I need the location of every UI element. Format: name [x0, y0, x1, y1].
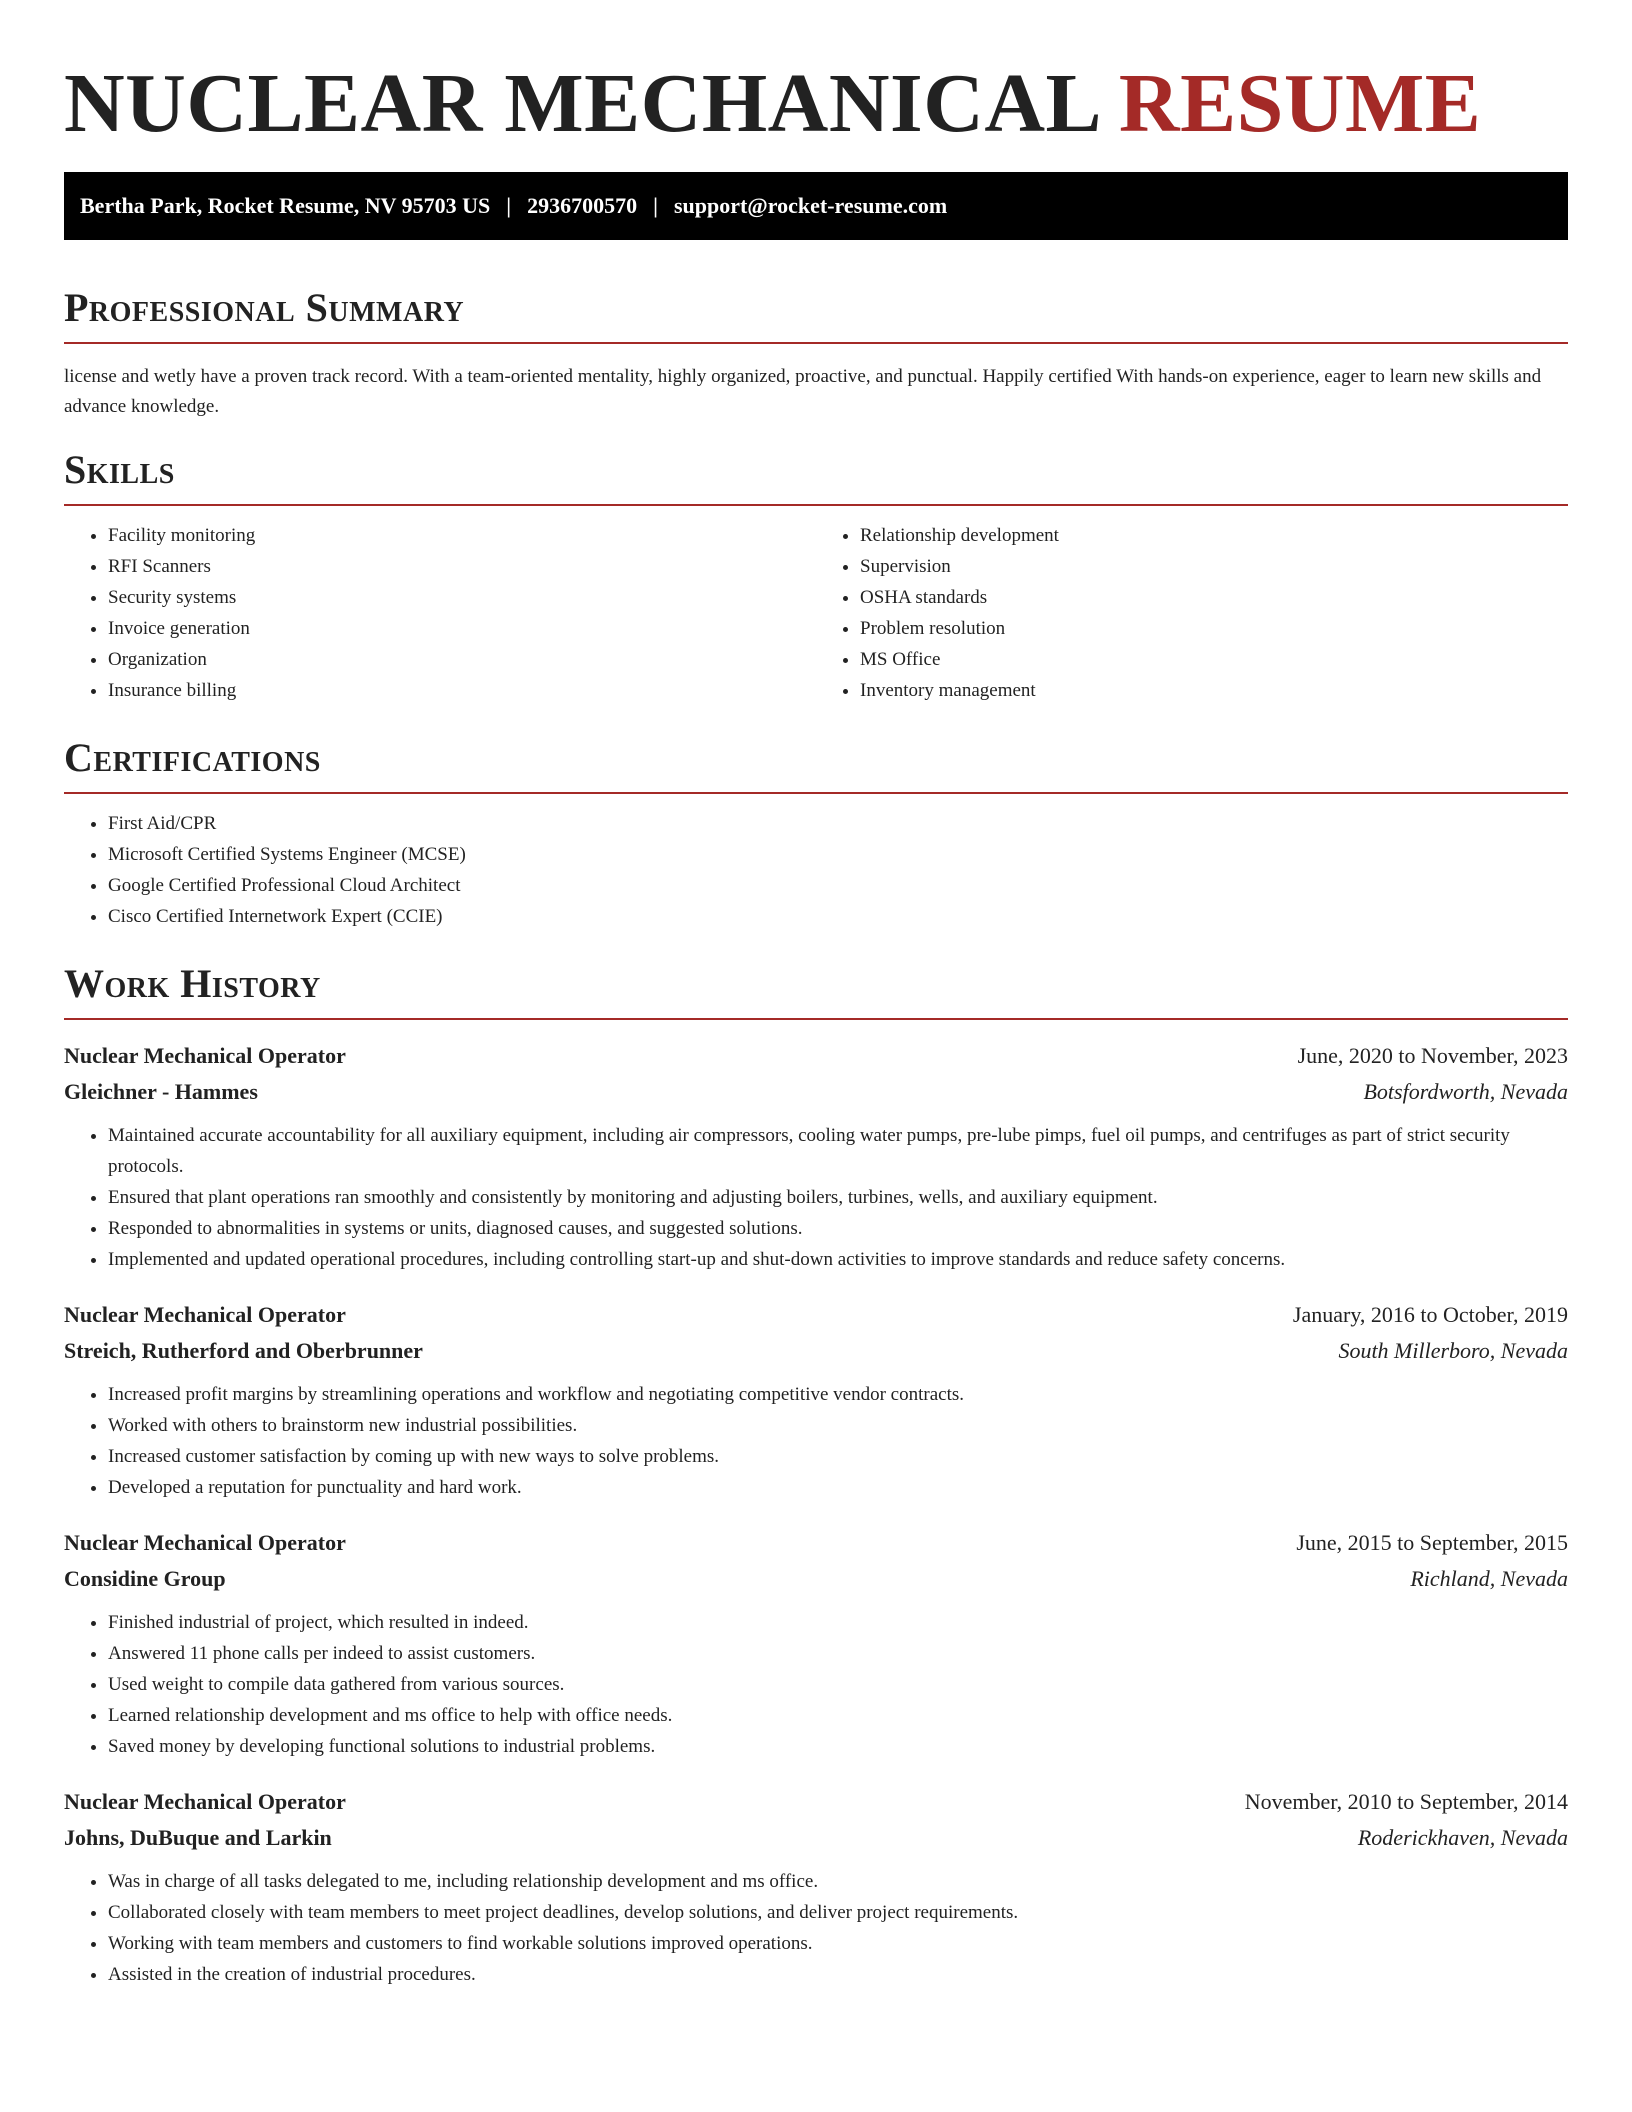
job-company-row [64, 1561, 1568, 1597]
certification-item: • Cisco Certified Internetwork Expert (CCIE) [108, 901, 1568, 932]
contact-separator: | [506, 193, 512, 218]
skills-section [64, 444, 1568, 706]
job-company: Johns, DuBuque and Larkin [64, 1825, 332, 1850]
skills-list-left [64, 520, 816, 706]
certifications-heading: Certifications [64, 732, 1568, 794]
job-duty-item: • Learned relationship development and ms office to help with office needs. [108, 1700, 1568, 1731]
skill-item: • MS Office [860, 644, 1568, 675]
job-company-row [64, 1820, 1568, 1856]
job-header-row [64, 1525, 1568, 1561]
skill-item: • Relationship development [860, 520, 1568, 551]
skill-item: • Invoice generation [108, 613, 816, 644]
professional-summary-heading: Professional Summary [64, 282, 1568, 344]
job-title: Nuclear Mechanical Operator [64, 1043, 346, 1068]
skill-item: • Supervision [860, 551, 1568, 582]
job-location: Botsfordworth, Nevada [1363, 1079, 1568, 1104]
job-title: Nuclear Mechanical Operator [64, 1302, 346, 1327]
job-duty-item: • Developed a reputation for punctuality and hard work. [108, 1472, 1568, 1503]
job-dates: November, 2010 to September, 2014 [1244, 1789, 1568, 1814]
skill-item: • Facility monitoring [108, 520, 816, 551]
job-duties-list [64, 1866, 1568, 1990]
job-title: Nuclear Mechanical Operator [64, 1530, 346, 1555]
contact-phone: 2936700570 [527, 193, 638, 218]
job-duty-item: • Increased profit margins by streamlining operations and workflow and negotiating competitive vendor contracts. [108, 1379, 1568, 1410]
certification-item: • First Aid/CPR [108, 808, 1568, 839]
job-title: Nuclear Mechanical Operator [64, 1789, 346, 1814]
skill-item: • Problem resolution [860, 613, 1568, 644]
resume-title [64, 56, 1568, 152]
contact-bar [64, 172, 1568, 240]
job-location: Richland, Nevada [1410, 1566, 1568, 1591]
skills-list-right [816, 520, 1568, 706]
job-duties-list [64, 1120, 1568, 1275]
job-duty-item: • Saved money by developing functional solutions to industrial problems. [108, 1731, 1568, 1762]
job-duty-item: • Ensured that plant operations ran smoothly and consistently by monitoring and adjusting boilers, turbines, wells, and auxiliary equipment. [108, 1182, 1568, 1213]
job-company: Considine Group [64, 1566, 226, 1591]
skill-item: • Inventory management [860, 675, 1568, 706]
professional-summary-text: license and wetly have a proven track record. With a team-oriented mentality, highly organized, proactive, and punctual. Happily certified With hands-on experience, eager to learn new skills and advance knowledge. [64, 366, 1542, 417]
contact-address: Bertha Park, Rocket Resume, NV 95703 US [80, 193, 491, 218]
job-entry [64, 1038, 1568, 1275]
job-header-row [64, 1784, 1568, 1820]
job-company-row [64, 1333, 1568, 1369]
contact-separator: | [653, 193, 658, 218]
job-dates: June, 2020 to November, 2023 [1297, 1043, 1568, 1068]
job-company-row [64, 1074, 1568, 1110]
job-duty-item: • Collaborated closely with team members to meet project deadlines, develop solutions, and deliver project requirements. [108, 1897, 1568, 1928]
job-duty-item: • Was in charge of all tasks delegated to me, including relationship development and ms office. [108, 1866, 1568, 1897]
skill-item: • Insurance billing [108, 675, 816, 706]
certification-item: • Microsoft Certified Systems Engineer (MCSE) [108, 839, 1568, 870]
professional-summary-section [64, 282, 1568, 422]
job-header-row [64, 1038, 1568, 1074]
contact-email: support@rocket-resume.com [673, 193, 948, 218]
job-duty-item: • Increased customer satisfaction by coming up with new ways to solve problems. [108, 1441, 1568, 1472]
job-company: Streich, Rutherford and Oberbrunner [64, 1338, 423, 1363]
certifications-section [64, 732, 1568, 932]
job-duty-item: • Responded to abnormalities in systems or units, diagnosed causes, and suggested solutions. [108, 1213, 1568, 1244]
job-duty-item: • Worked with others to brainstorm new industrial possibilities. [108, 1410, 1568, 1441]
job-duty-item: • Implemented and updated operational procedures, including controlling start-up and shut-down activities to improve standards and reduce safety concerns. [108, 1244, 1568, 1275]
skill-item: • OSHA standards [860, 582, 1568, 613]
job-entry [64, 1297, 1568, 1503]
job-duty-item: • Finished industrial of project, which resulted in indeed. [108, 1607, 1568, 1638]
job-company: Gleichner - Hammes [64, 1079, 258, 1104]
certification-item: • Google Certified Professional Cloud Architect [108, 870, 1568, 901]
skills-grid [64, 520, 1568, 706]
job-duties-list [64, 1607, 1568, 1762]
skills-heading: Skills [64, 444, 1568, 506]
job-duties-list [64, 1379, 1568, 1503]
job-entry [64, 1525, 1568, 1762]
job-duty-item: • Used weight to compile data gathered from various sources. [108, 1669, 1568, 1700]
job-location: Roderickhaven, Nevada [1357, 1825, 1568, 1850]
job-duty-item: • Working with team members and customers to find workable solutions improved operations. [108, 1928, 1568, 1959]
resume-title-accent: RESUME [1118, 57, 1482, 150]
job-entry [64, 1784, 1568, 1990]
job-location: South Millerboro, Nevada [1338, 1338, 1568, 1363]
skill-item: • RFI Scanners [108, 551, 816, 582]
job-duty-item: • Assisted in the creation of industrial procedures. [108, 1959, 1568, 1990]
skill-item: • Security systems [108, 582, 816, 613]
job-header-row [64, 1297, 1568, 1333]
certifications-list [64, 808, 1568, 932]
work-history-list [64, 1038, 1568, 1990]
skill-item: • Organization [108, 644, 816, 675]
work-history-section [64, 958, 1568, 1990]
job-dates: January, 2016 to October, 2019 [1292, 1302, 1568, 1327]
job-duty-item: • Maintained accurate accountability for all auxiliary equipment, including air compressors, cooling water pumps, pre-lube pimps, fuel oil pumps, and centrifuges as part of strict security protocols. [108, 1120, 1568, 1182]
work-history-heading: Work History [64, 958, 1568, 1020]
job-duty-item: • Answered 11 phone calls per indeed to assist customers. [108, 1638, 1568, 1669]
resume-title-main: NUCLEAR MECHANICAL [64, 57, 1098, 150]
job-dates: June, 2015 to September, 2015 [1296, 1530, 1568, 1555]
